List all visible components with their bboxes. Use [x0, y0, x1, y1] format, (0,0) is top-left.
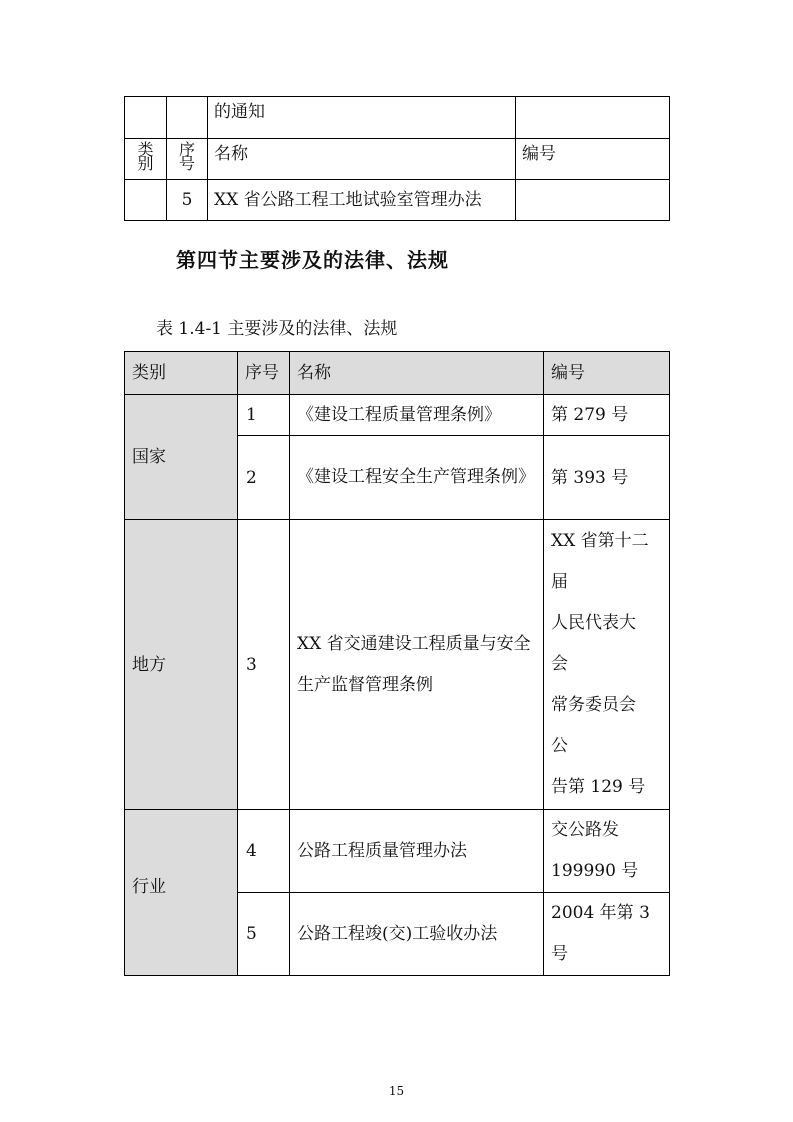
- name-header: 名称: [290, 352, 544, 395]
- seq-cell: 1: [238, 395, 290, 436]
- code-line: 会: [551, 654, 568, 674]
- code-line: 公: [551, 736, 568, 756]
- name-cell: 《建设工程安全生产管理条例》: [290, 436, 544, 520]
- code-line: 人民代表大: [551, 613, 636, 633]
- code-line: 常务委员会: [551, 695, 636, 715]
- table-header-row: [125, 352, 670, 395]
- name-cell: 《建设工程质量管理条例》: [290, 395, 544, 436]
- table-row: [125, 97, 670, 139]
- category-cell: 行业: [125, 810, 238, 976]
- name-header: 名称: [208, 139, 516, 180]
- category-cell: [125, 97, 167, 139]
- seq-cell: [167, 97, 208, 139]
- name-cell: 公路工程质量管理办法: [290, 810, 544, 893]
- seq-cell: 3: [238, 520, 290, 810]
- code-cell: 2004 年第 3 号: [544, 893, 670, 976]
- table-row: [125, 520, 670, 810]
- table-header-row: [125, 139, 670, 180]
- laws-table: [124, 351, 670, 976]
- category-cell: 国家: [125, 395, 238, 520]
- code-cell: 第 393 号: [544, 436, 670, 520]
- continuation-table: [124, 96, 670, 221]
- table-row: [125, 395, 670, 436]
- seq-cell: 2: [238, 436, 290, 520]
- seq-cell: 5: [167, 180, 208, 221]
- name-cell: XX 省公路工程工地试验室管理办法: [208, 180, 516, 221]
- code-line: XX 省第十二: [551, 531, 649, 551]
- code-line: 告第 129 号: [551, 777, 646, 797]
- category-cell: 地方: [125, 520, 238, 810]
- code-cell: [516, 180, 670, 221]
- page-number: 15: [388, 1084, 405, 1098]
- category-header: 类 别: [125, 139, 167, 180]
- seq-cell: 4: [238, 810, 290, 893]
- name-cell: XX 省交通建设工程质量与安全生产监督管理条例: [290, 520, 544, 810]
- table-row: [125, 180, 670, 221]
- name-cell: 公路工程竣(交)工验收办法: [290, 893, 544, 976]
- seq-cell: 5: [238, 893, 290, 976]
- code-cell: [516, 97, 670, 139]
- code-line: 届: [551, 572, 568, 592]
- code-cell: 第 279 号: [544, 395, 670, 436]
- section-heading: 第四节主要涉及的法律、法规: [176, 248, 449, 272]
- seq-header: 序号: [238, 352, 290, 395]
- category-header: 类别: [125, 352, 238, 395]
- table-caption: 表 1.4-1 主要涉及的法律、法规: [156, 319, 398, 339]
- table-row: [125, 810, 670, 893]
- code-header: 编号: [516, 139, 670, 180]
- seq-header: 序 号: [167, 139, 208, 180]
- code-cell: [544, 520, 670, 810]
- category-cell: [125, 180, 167, 221]
- code-cell: 交公路发 199990 号: [544, 810, 670, 893]
- code-header: 编号: [544, 352, 670, 395]
- name-cell: 的通知: [208, 97, 516, 139]
